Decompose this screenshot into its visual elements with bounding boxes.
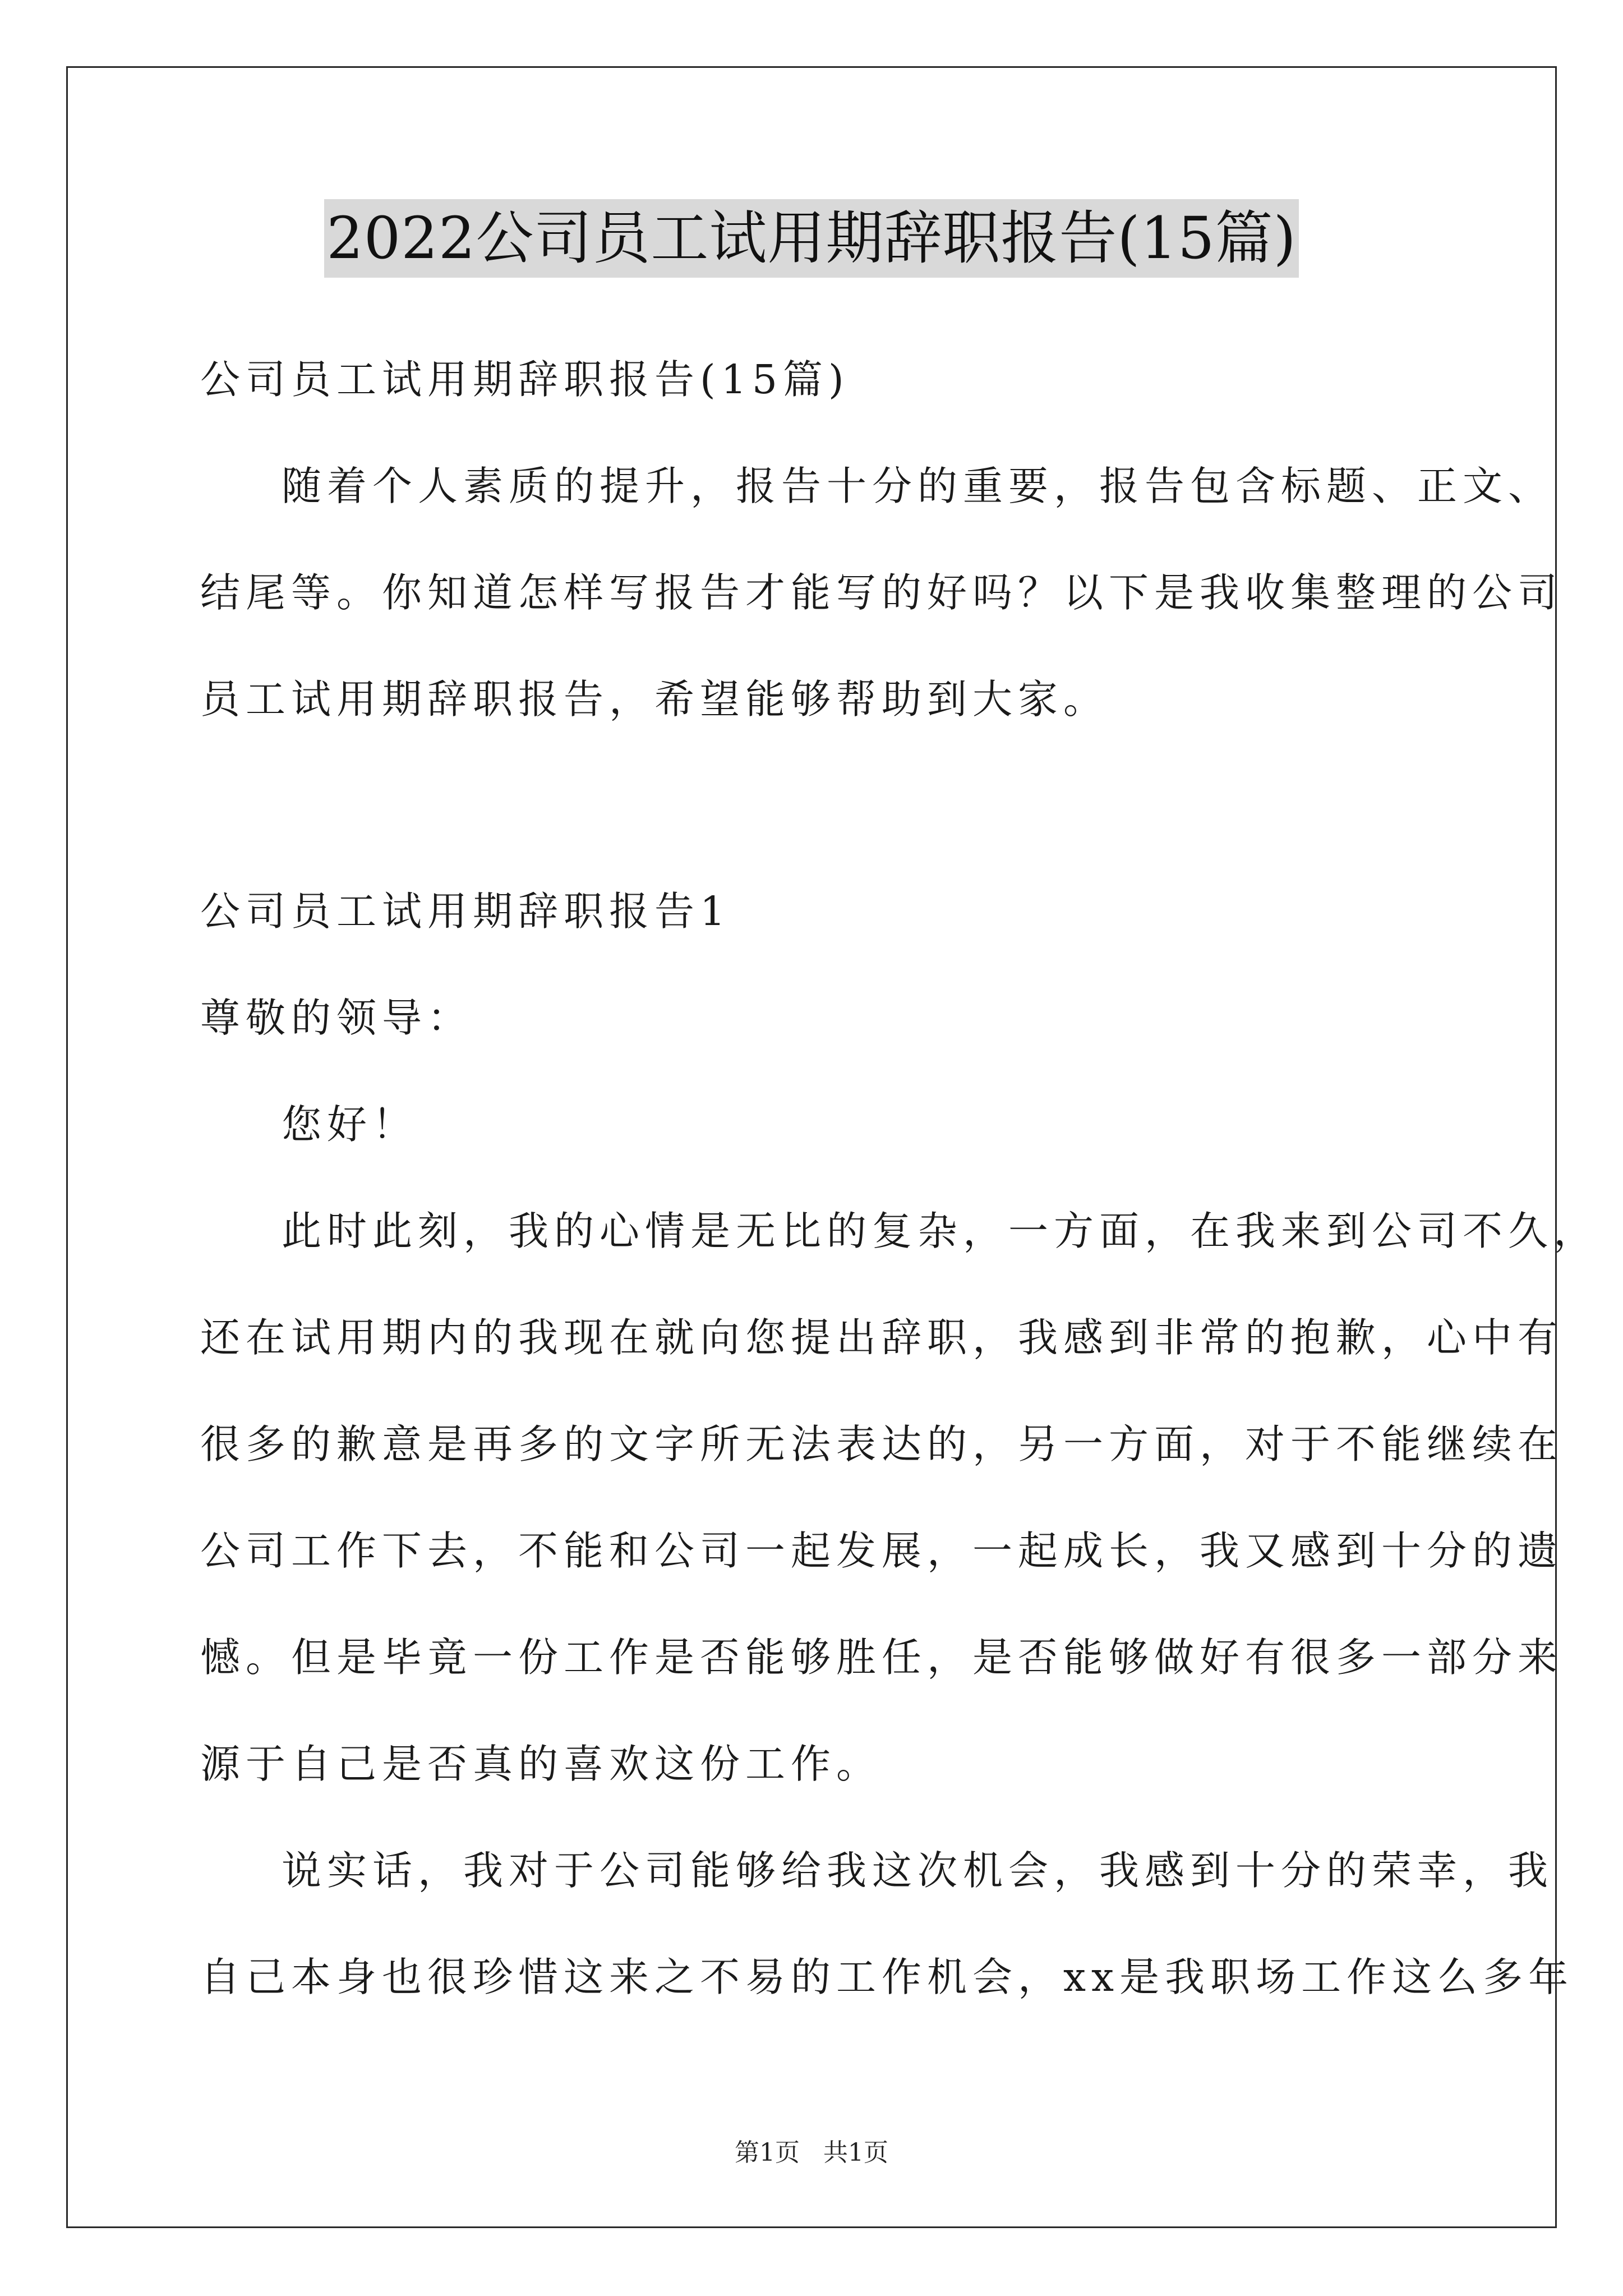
subtitle-line: 公司员工试用期辞职报告(15篇) [200,356,850,403]
intro-line-3: 员工试用期辞职报告，希望能够帮助到大家。 [200,676,1109,723]
body-line-2: 还在试用期内的我现在就向您提出辞职，我感到非常的抱歉，心中有 [200,1314,1564,1361]
greeting: 您好！ [282,1101,418,1148]
section-heading: 公司员工试用期辞职报告1 [200,888,731,935]
intro-line-1: 随着个人素质的提升，报告十分的重要，报告包含标题、正文、 [282,463,1554,509]
body-line-1: 此时此刻，我的心情是无比的复杂，一方面，在我来到公司不久， [282,1208,1599,1254]
body-line-4: 公司工作下去，不能和公司一起发展，一起成长，我又感到十分的遗 [200,1527,1564,1574]
document-title: 2022公司员工试用期辞职报告(15篇) [324,199,1299,278]
intro-line-2: 结尾等。你知道怎样写报告才能写的好吗？以下是我收集整理的公司 [200,569,1564,616]
body-line-6: 源于自己是否真的喜欢这份工作。 [200,1741,882,1787]
page-footer: 第1页 共1页 [735,2138,888,2167]
title-container [0,199,1623,278]
body-line-8: 自己本身也很珍惜这来之不易的工作机会，xx是我职场工作这么多年 [200,1954,1574,2000]
body-line-7: 说实话，我对于公司能够给我这次机会，我感到十分的荣幸，我 [282,1847,1554,1894]
body-line-5: 憾。但是毕竟一份工作是否能够胜任，是否能够做好有很多一部分来 [200,1634,1564,1681]
body-line-3: 很多的歉意是再多的文字所无法表达的，另一方面，对于不能继续在 [200,1421,1564,1467]
salutation: 尊敬的领导： [200,995,473,1041]
